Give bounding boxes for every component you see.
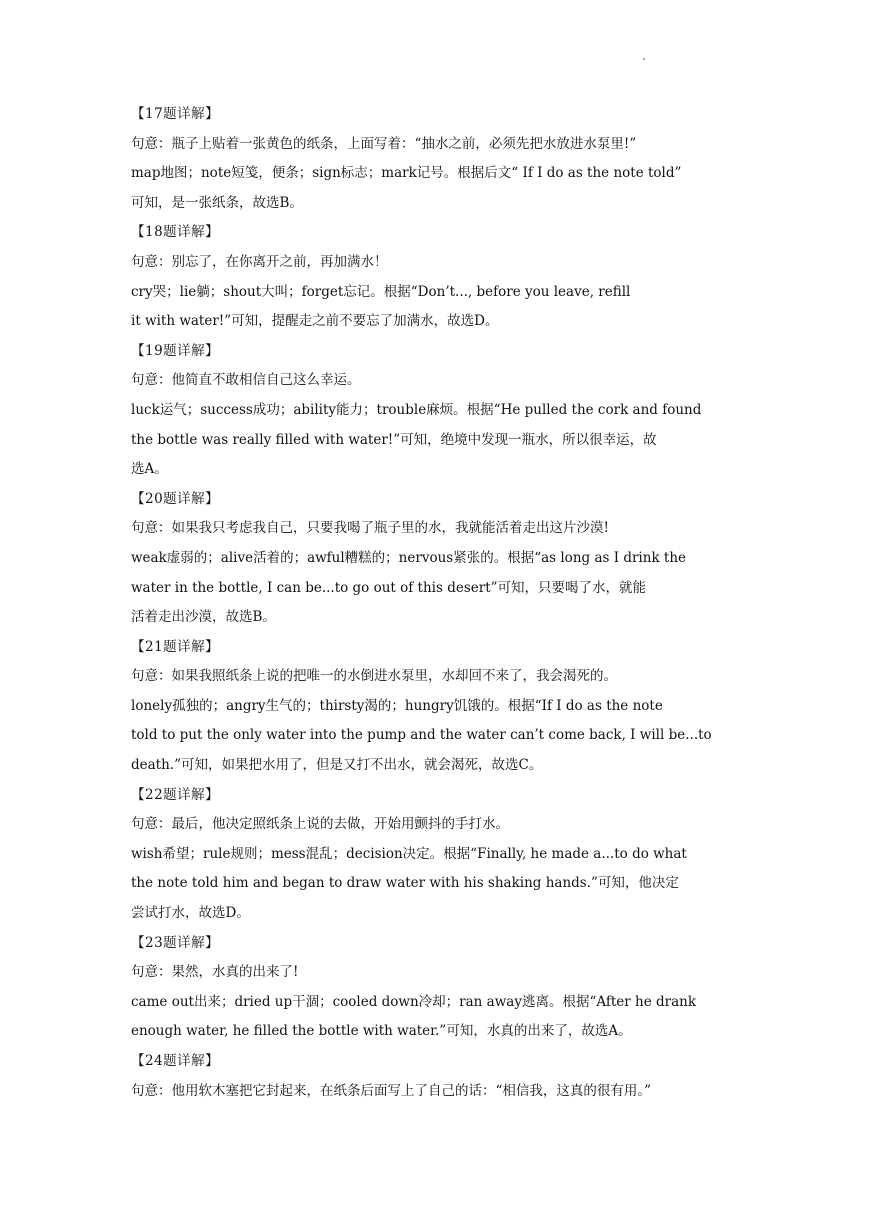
section-19 <box>131 337 741 485</box>
text-line: cry哭；lie躺；shout大叫；forget忘记。根据“Don’t..., before you leave, refill <box>131 283 631 300</box>
section-heading: 【19题详解】 <box>131 342 220 359</box>
answer-explanations <box>131 100 741 1106</box>
text-line: 活着走出沙漠，故选B。 <box>131 609 276 626</box>
text-line: luck运气；success成功；ability能力；trouble麻烦。根据“He pulled the cork and found <box>131 401 702 418</box>
text-line: 可知，是一张纸条，故选B。 <box>131 194 303 211</box>
text-line: enough water, he filled the bottle with water.”可知，水真的出来了，故选A。 <box>131 1023 632 1040</box>
section-heading: 【22题详解】 <box>131 786 220 803</box>
text-line: 句意：如果我照纸条上说的把唯一的水倒进水泵里，水却回不来了，我会渴死的。 <box>131 668 617 685</box>
text-line: map地图；note短笺，便条；sign标志；mark记号。根据后文“ If I do as the note told” <box>131 165 682 182</box>
text-line: wish希望；rule规则；mess混乱；decision决定。根据“Finally, he made a...to do what <box>131 845 687 862</box>
text-line: 选A。 <box>131 461 168 478</box>
section-23 <box>131 929 741 1047</box>
section-heading: 【23题详解】 <box>131 934 220 951</box>
page-mark <box>643 58 645 60</box>
text-line: 句意：瓶子上贴着一张黄色的纸条，上面写着：“抽水之前，必须先把水放进水泵里!” <box>131 135 637 152</box>
section-20 <box>131 485 741 633</box>
section-heading: 【21题详解】 <box>131 638 220 655</box>
section-heading: 【20题详解】 <box>131 490 220 507</box>
section-heading: 【18题详解】 <box>131 224 220 241</box>
section-18 <box>131 218 741 336</box>
text-line: 句意：最后，他决定照纸条上说的去做，开始用颤抖的手打水。 <box>131 816 509 833</box>
text-line: the note told him and began to draw water with his shaking hands.”可知，他决定 <box>131 875 679 892</box>
section-17 <box>131 100 741 218</box>
text-line: 句意：别忘了，在你离开之前，再加满水！ <box>131 253 388 270</box>
section-24 <box>131 1047 741 1106</box>
text-line: 句意：他用软木塞把它封起来，在纸条后面写上了自己的话：“相信我，这真的很有用。” <box>131 1082 652 1099</box>
section-22 <box>131 781 741 929</box>
text-line: weak虚弱的；alive活着的；awful糟糕的；nervous紧张的。根据“as long as I drink the <box>131 549 687 566</box>
section-21 <box>131 633 741 781</box>
section-heading: 【17题详解】 <box>131 106 220 122</box>
text-line: it with water!”可知，提醒走之前不要忘了加满水，故选D。 <box>131 313 499 330</box>
text-line: 句意：如果我只考虑我自己，只要我喝了瓶子里的水，我就能活着走出这片沙漠! <box>131 520 609 537</box>
text-line: 句意：他简直不敢相信自己这么幸运。 <box>131 372 361 389</box>
text-line: water in the bottle, I can be...to go out of this desert”可知，只要喝了水，就能 <box>131 579 647 596</box>
text-line: 句意：果然，水真的出来了! <box>131 964 299 981</box>
section-heading: 【24题详解】 <box>131 1053 220 1069</box>
text-line: 尝试打水，故选D。 <box>131 905 250 922</box>
text-line: the bottle was really filled with water!”可知，绝境中发现一瓶水，所以很幸运，故 <box>131 431 657 448</box>
text-line: told to put the only water into the pump and the water can’t come back, I will be...to <box>131 727 712 744</box>
text-line: came out出来；dried up干涸；cooled down冷却；ran away逃离。根据“After he drank <box>131 993 697 1010</box>
text-line: lonely孤独的；angry生气的；thirsty渴的；hungry饥饿的。根据“If I do as the note <box>131 697 663 714</box>
text-line: death.”可知，如果把水用了，但是又打不出水，就会渴死，故选C。 <box>131 757 543 774</box>
